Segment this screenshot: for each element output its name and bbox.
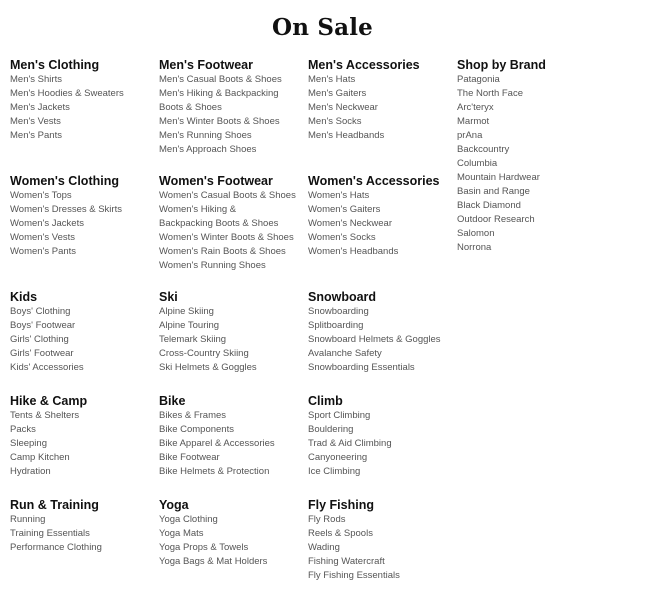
section-heading-snowboard[interactable]: Snowboard: [308, 290, 377, 304]
category-link[interactable]: Cross-Country Skiing: [159, 348, 249, 359]
category-link[interactable]: Alpine Skiing: [159, 306, 214, 317]
category-link[interactable]: Men's Winter Boots & Shoes: [159, 116, 280, 127]
section-yoga: [159, 498, 308, 588]
section-heading-ski[interactable]: Ski: [159, 290, 178, 304]
empty-cell: [457, 394, 550, 498]
category-link[interactable]: Alpine Touring: [159, 320, 220, 331]
section-hike-camp: [10, 394, 159, 498]
category-link[interactable]: Kids' Accessories: [10, 362, 84, 373]
category-link[interactable]: Tents & Shelters: [10, 410, 80, 421]
category-link[interactable]: Yoga Mats: [159, 528, 204, 539]
section-heading-kids[interactable]: Kids: [10, 290, 38, 304]
empty-cell: [457, 290, 550, 394]
category-link[interactable]: Boys' Footwear: [10, 320, 76, 331]
category-link[interactable]: Women's Tops: [10, 190, 72, 201]
category-link[interactable]: Men's Approach Shoes: [159, 144, 257, 155]
category-link[interactable]: Sport Climbing: [308, 410, 371, 421]
category-link[interactable]: Bike Footwear: [159, 452, 220, 463]
page-title: On Sale: [271, 14, 374, 42]
category-link[interactable]: Women's Dresses & Skirts: [10, 204, 122, 215]
section-heading-mens-clothing[interactable]: Men's Clothing: [10, 58, 100, 72]
section-climb: [308, 394, 457, 498]
category-link[interactable]: Patagonia: [457, 74, 500, 85]
section-heading-yoga[interactable]: Yoga: [159, 498, 189, 512]
section-heading-climb[interactable]: Climb: [308, 394, 343, 408]
category-link[interactable]: Women's Vests: [10, 232, 75, 243]
section-shop-by-brand: [457, 58, 550, 253]
category-link[interactable]: Arc'teryx: [457, 102, 494, 113]
section-run-training: [10, 498, 159, 588]
category-link[interactable]: Men's Headbands: [308, 130, 385, 141]
category-link[interactable]: Reels & Spools: [308, 528, 373, 539]
section-mens-accessories: [308, 58, 457, 174]
category-link[interactable]: Women's Neckwear: [308, 218, 392, 229]
category-link[interactable]: Women's Hats: [308, 190, 370, 201]
section-heading-fly-fishing[interactable]: Fly Fishing: [308, 498, 374, 512]
category-link[interactable]: Women's Gaiters: [308, 204, 381, 215]
category-link[interactable]: Hydration: [10, 466, 51, 477]
category-link[interactable]: Men's Hats: [308, 74, 356, 85]
category-link[interactable]: Avalanche Safety: [308, 348, 382, 359]
category-link[interactable]: Fishing Watercraft: [308, 556, 385, 567]
section-heading-womens-clothing[interactable]: Women's Clothing: [10, 174, 119, 188]
section-womens-footwear: [159, 174, 308, 290]
category-link[interactable]: Ski Helmets & Goggles: [159, 362, 257, 373]
category-link[interactable]: Snowboarding Essentials: [308, 362, 415, 373]
section-bike: [159, 394, 308, 498]
category-link[interactable]: Splitboarding: [308, 320, 364, 331]
category-link[interactable]: Boys' Clothing: [10, 306, 71, 317]
category-link[interactable]: Camp Kitchen: [10, 452, 70, 463]
category-link[interactable]: Training Essentials: [10, 528, 90, 539]
category-link[interactable]: Telemark Skiing: [159, 334, 227, 345]
category-link[interactable]: Backcountry: [457, 144, 510, 155]
category-link[interactable]: Snowboarding: [308, 306, 369, 317]
category-link[interactable]: Canyoneering: [308, 452, 368, 463]
category-link[interactable]: Women's Headbands: [308, 246, 399, 257]
section-fly-fishing: [308, 498, 457, 588]
section-kids: [10, 290, 159, 394]
category-link[interactable]: Black Diamond: [457, 200, 521, 211]
category-link[interactable]: Yoga Bags & Mat Holders: [159, 556, 268, 567]
category-link[interactable]: Men's Vests: [10, 116, 61, 127]
category-link[interactable]: Men's Casual Boots & Shoes: [159, 74, 282, 85]
section-heading-mens-footwear[interactable]: Men's Footwear: [159, 58, 253, 72]
category-link[interactable]: Women's Socks: [308, 232, 376, 243]
category-link[interactable]: Men's Socks: [308, 116, 362, 127]
section-heading-shop-by-brand[interactable]: Shop by Brand: [457, 58, 546, 72]
category-link[interactable]: Ice Climbing: [308, 466, 361, 477]
category-link[interactable]: Bike Components: [159, 424, 234, 435]
section-heading-womens-accessories[interactable]: Women's Accessories: [308, 174, 440, 188]
category-link[interactable]: Columbia: [457, 158, 498, 169]
category-link[interactable]: Girls' Clothing: [10, 334, 69, 345]
category-link[interactable]: Men's Jackets: [10, 102, 70, 113]
section-heading-run-training[interactable]: Run & Training: [10, 498, 99, 512]
category-link[interactable]: Basin and Range: [457, 186, 530, 197]
category-link[interactable]: Yoga Clothing: [159, 514, 218, 525]
category-link[interactable]: The North Face: [457, 88, 523, 99]
category-link[interactable]: Women's Pants: [10, 246, 77, 257]
section-mens-footwear: [159, 58, 308, 174]
category-link[interactable]: Performance Clothing: [10, 542, 102, 553]
section-heading-hike-camp[interactable]: Hike & Camp: [10, 394, 88, 408]
category-link[interactable]: Bike Apparel & Accessories: [159, 438, 275, 449]
category-link[interactable]: Norrona: [457, 242, 492, 253]
category-link[interactable]: Women's Casual Boots & Shoes: [159, 190, 296, 201]
category-link[interactable]: Women's Winter Boots & Shoes: [159, 232, 294, 243]
category-link[interactable]: Marmot: [457, 116, 490, 127]
section-heading-mens-accessories[interactable]: Men's Accessories: [308, 58, 420, 72]
section-mens-clothing: [10, 58, 159, 174]
category-link[interactable]: Women's Rain Boots & Shoes: [159, 246, 286, 257]
section-ski: [159, 290, 308, 394]
category-link[interactable]: Men's Neckwear: [308, 102, 378, 113]
category-link[interactable]: Salomon: [457, 228, 495, 239]
section-snowboard: [308, 290, 457, 394]
category-link[interactable]: Packs: [10, 424, 36, 435]
section-womens-accessories: [308, 174, 457, 290]
category-link[interactable]: Women's Jackets: [10, 218, 84, 229]
category-link[interactable]: Women's Running Shoes: [159, 260, 266, 271]
section-womens-clothing: [10, 174, 159, 290]
empty-cell: [457, 498, 550, 588]
section-heading-bike[interactable]: Bike: [159, 394, 186, 408]
category-link[interactable]: Men's Pants: [10, 130, 62, 141]
category-link[interactable]: Mountain Hardwear: [457, 172, 540, 183]
category-link[interactable]: Fly Fishing Essentials: [308, 570, 400, 581]
section-heading-womens-footwear[interactable]: Women's Footwear: [159, 174, 273, 188]
category-link[interactable]: Wading: [308, 542, 340, 553]
category-link[interactable]: Girls' Footwear: [10, 348, 74, 359]
category-link[interactable]: Fly Rods: [308, 514, 346, 525]
category-link[interactable]: Bike Helmets & Protection: [159, 466, 270, 477]
category-link[interactable]: Men's Gaiters: [308, 88, 367, 99]
category-link[interactable]: Sleeping: [10, 438, 47, 449]
category-link[interactable]: Yoga Props & Towels: [159, 542, 249, 553]
category-grid: [10, 58, 550, 588]
category-link[interactable]: Trad & Aid Climbing: [308, 438, 392, 449]
category-link[interactable]: Outdoor Research: [457, 214, 535, 225]
category-link[interactable]: Women's Hiking & Backpacking Boots & Shoes: [159, 204, 279, 229]
category-link[interactable]: Men's Hiking & Backpacking Boots & Shoes: [159, 88, 279, 113]
category-link[interactable]: Snowboard Helmets & Goggles: [308, 334, 441, 345]
category-link[interactable]: Running: [10, 514, 46, 525]
category-link[interactable]: Bikes & Frames: [159, 410, 227, 421]
empty-cell: [457, 174, 550, 290]
category-link[interactable]: Men's Shirts: [10, 74, 62, 85]
category-link[interactable]: Bouldering: [308, 424, 354, 435]
category-link[interactable]: Men's Running Shoes: [159, 130, 252, 141]
category-link[interactable]: Men's Hoodies & Sweaters: [10, 88, 124, 99]
category-link[interactable]: prAna: [457, 130, 483, 141]
